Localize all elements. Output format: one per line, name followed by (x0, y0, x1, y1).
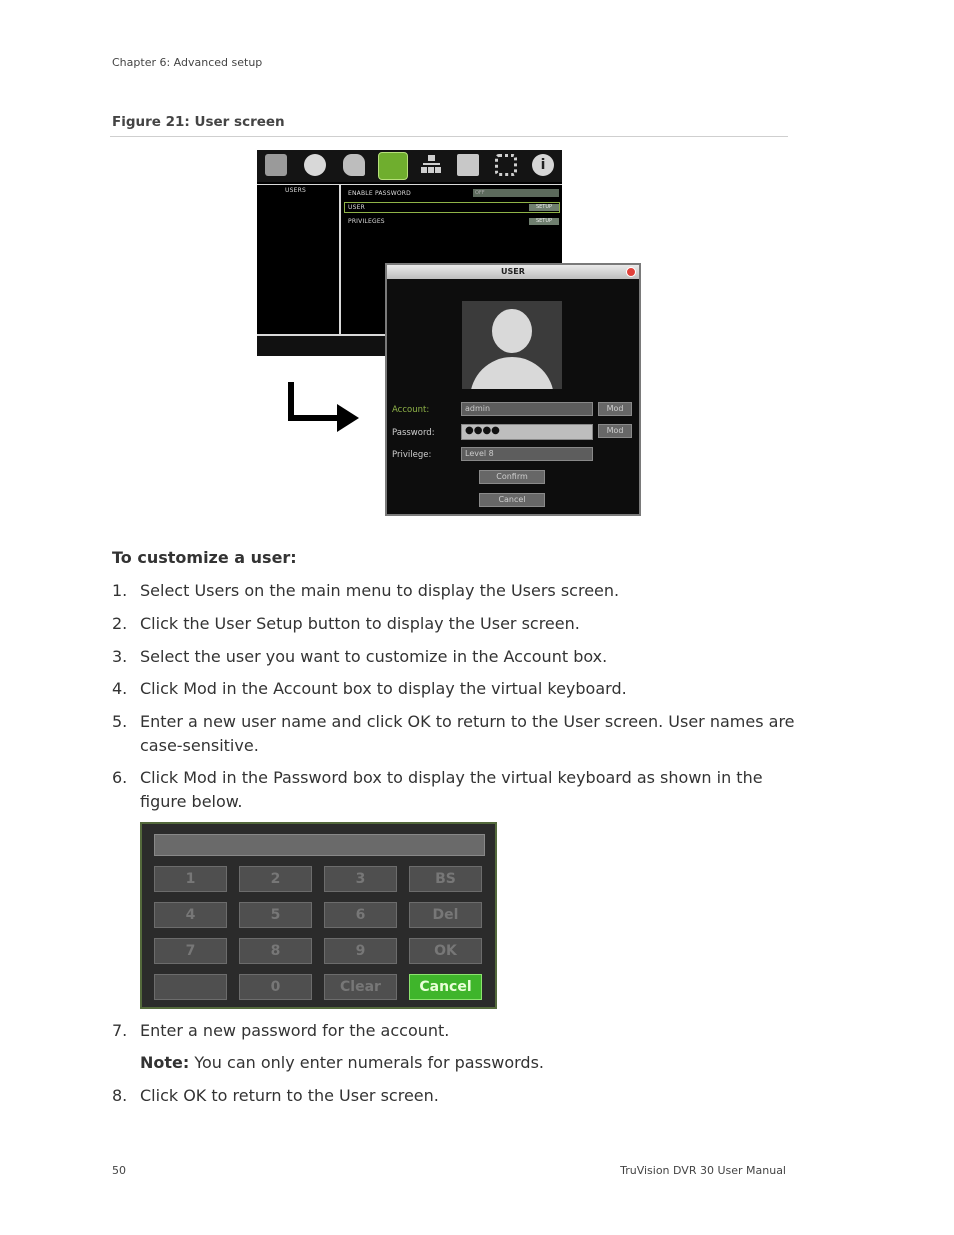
step-text: Enter a new password for the account. (140, 1021, 450, 1040)
step-number: 6. (112, 768, 128, 787)
chapter-header: Chapter 6: Advanced setup (112, 56, 263, 69)
privilege-select[interactable]: Level 8 (461, 447, 593, 461)
step-text: Click OK to return to the User screen. (140, 1086, 439, 1105)
key-0[interactable]: 0 (239, 974, 312, 1000)
user-setup-button[interactable]: SETUP (529, 204, 559, 211)
password-mod-button[interactable]: Mod (598, 424, 632, 438)
account-select[interactable]: admin (461, 402, 593, 416)
privileges-setup-button[interactable]: SETUP (529, 218, 559, 225)
key-5[interactable]: 5 (239, 902, 312, 928)
virtual-keyboard (140, 822, 497, 1009)
blank-key[interactable] (154, 974, 227, 1000)
step-number: 4. (112, 679, 128, 698)
cancel-button[interactable]: Cancel (479, 493, 545, 507)
note-text: You can only enter numerals for passwords. (189, 1053, 544, 1072)
delete-key[interactable]: Del (409, 902, 482, 928)
confirm-button[interactable]: Confirm (479, 470, 545, 484)
camera-icon[interactable] (265, 154, 287, 176)
clock-icon[interactable] (304, 154, 326, 176)
enable-password-label: ENABLE PASSWORD (348, 190, 411, 197)
ok-key[interactable]: OK (409, 938, 482, 964)
step-number: 2. (112, 614, 128, 633)
settings-icon[interactable] (495, 154, 517, 176)
step-text: Enter a new user name and click OK to return to the User screen. User names are case-sensitive. (140, 712, 795, 755)
display-icon[interactable] (457, 154, 479, 176)
figure-caption: Figure 21: User screen (112, 114, 285, 130)
key-4[interactable]: 4 (154, 902, 227, 928)
key-6[interactable]: 6 (324, 902, 397, 928)
user-row-highlight[interactable] (344, 202, 560, 213)
step-text: Select the user you want to customize in the Account box. (140, 647, 608, 666)
info-icon[interactable]: i (532, 154, 554, 176)
step-number: 7. (112, 1021, 128, 1040)
network-icon[interactable] (420, 154, 442, 176)
note (140, 1051, 800, 1075)
users-label: USERS (285, 187, 306, 194)
key-9[interactable]: 9 (324, 938, 397, 964)
close-icon[interactable] (626, 267, 636, 277)
clear-key[interactable]: Clear (324, 974, 397, 1000)
user-screen-figure (257, 150, 641, 516)
key-7[interactable]: 7 (154, 938, 227, 964)
step-number: 5. (112, 712, 128, 731)
step-text: Click Mod in the Password box to display the virtual keyboard as shown in the figure below. (140, 768, 763, 811)
account-mod-button[interactable]: Mod (598, 402, 632, 416)
menu-toolbar (257, 150, 562, 182)
arrow-icon (287, 378, 365, 442)
privileges-label: PRIVILEGES (348, 218, 385, 225)
key-1[interactable]: 1 (154, 866, 227, 892)
cancel-key[interactable]: Cancel (409, 974, 482, 1000)
divider (339, 184, 341, 334)
backspace-key[interactable]: BS (409, 866, 482, 892)
alarm-icon[interactable] (343, 154, 365, 176)
divider (257, 184, 562, 185)
page-number: 50 (112, 1164, 126, 1177)
step-text: Click Mod in the Account box to display the virtual keyboard. (140, 679, 627, 698)
keyboard-input[interactable] (154, 834, 485, 856)
user-label: USER (348, 204, 365, 211)
key-8[interactable]: 8 (239, 938, 312, 964)
avatar (462, 301, 562, 389)
step-text: Click the User Setup button to display the User screen. (140, 614, 580, 633)
note-label: Note: (140, 1053, 190, 1072)
step-number: 1. (112, 581, 128, 600)
password-label: Password: (392, 428, 435, 438)
step-text: Select Users on the main menu to display the Users screen. (140, 581, 620, 600)
enable-password-select[interactable]: OFF (473, 189, 559, 197)
key-3[interactable]: 3 (324, 866, 397, 892)
dialog-title: USER (387, 265, 639, 279)
users-icon[interactable] (378, 152, 408, 180)
section-title: To customize a user: (112, 548, 297, 567)
key-2[interactable]: 2 (239, 866, 312, 892)
privilege-label: Privilege: (392, 450, 432, 460)
manual-title: TruVision DVR 30 User Manual (620, 1164, 786, 1177)
account-label: Account: (392, 405, 430, 415)
caption-rule (110, 136, 788, 137)
step-number: 3. (112, 647, 128, 666)
password-field[interactable]: ●●●● (461, 424, 593, 440)
user-dialog (385, 263, 641, 516)
step-number: 8. (112, 1086, 128, 1105)
